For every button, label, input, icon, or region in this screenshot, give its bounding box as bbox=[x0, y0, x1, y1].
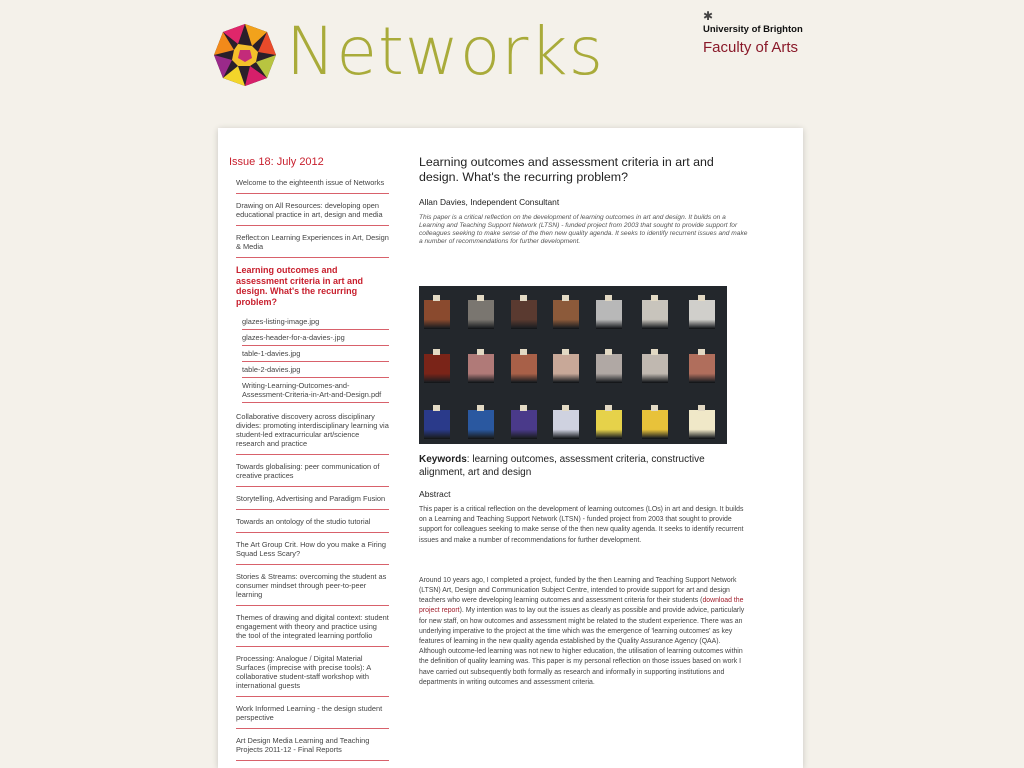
glaze-swatch bbox=[642, 300, 668, 328]
nav-item-reflect-on[interactable]: Reflect:on Learning Experiences in Art, Design & Media bbox=[236, 230, 389, 258]
glaze-swatch bbox=[689, 300, 715, 328]
glaze-swatch bbox=[553, 410, 579, 438]
nav-item[interactable]: Towards globalising: peer communication of creative practices bbox=[236, 459, 389, 487]
abstract-heading: Abstract bbox=[419, 489, 451, 499]
glaze-swatch bbox=[596, 300, 622, 328]
glaze-swatch bbox=[424, 410, 450, 438]
glaze-swatch bbox=[468, 300, 494, 328]
university-star-icon: ✱ bbox=[703, 9, 714, 23]
article-author: Allan Davies, Independent Consultant bbox=[419, 197, 560, 207]
nav-item-current-article[interactable]: Learning outcomes and assessment criteria in art and design. What's the recurring problem? bbox=[236, 265, 364, 307]
keywords-label: Keywords bbox=[419, 454, 467, 465]
glaze-swatch bbox=[511, 300, 537, 328]
attachment-link[interactable]: Writing-Learning-Outcomes-and-Assessment-Criteria-in-Art-and-Design.pdf bbox=[242, 379, 389, 403]
download-report-link[interactable]: download the project report bbox=[419, 597, 744, 615]
glaze-swatch bbox=[596, 410, 622, 438]
nav-item[interactable]: Storytelling, Advertising and Paradigm Fusion bbox=[236, 491, 389, 510]
glaze-swatch bbox=[511, 410, 537, 438]
body-paragraph bbox=[419, 576, 749, 688]
university-brand[interactable] bbox=[703, 10, 803, 56]
article-summary: This paper is a critical reflection on the development of learning outcomes in art and design. It builds on a Learning and Teaching Support Network (LTSN) - funded project from 2003 that sought to provide support for colleagues seeking to make sense of the then new quality agenda. It seeks to identify recurrent issues and make a number of recommendations for further development. bbox=[419, 214, 748, 245]
keywords bbox=[419, 454, 749, 479]
nav-item[interactable]: Stories & Streams: overcoming the student as consumer mindset through peer-to-peer learning bbox=[236, 569, 389, 606]
issue-nav bbox=[229, 175, 389, 761]
glaze-samples-image bbox=[419, 286, 727, 444]
nav-item[interactable]: Work Informed Learning - the design student perspective bbox=[236, 701, 389, 729]
content-panel bbox=[218, 128, 803, 768]
glaze-swatch bbox=[553, 354, 579, 382]
article-main bbox=[419, 155, 749, 688]
article-title: Learning outcomes and assessment criteria in art and design. What's the recurring problem? bbox=[419, 155, 714, 184]
body-text-end: ). My intention was to lay out the issues as clearly as possible and provide advice, particularly for new staff, on how outcomes and assessment might be related to the student experience. There was an underlying imperative to the project at the time which was the emergence of 'learning outcomes' as key features of learning in the new quality agenda established by the Quality Assurance Agency (QAA). Although outcome-led learning was not new to higher education, the utilisation of learning outcomes within the definition of quality learning was. This paper is my personal reflection on those issues based on work I have carried out subsequently both formally as research and informally in supporting institutions and departments in writing outcomes and assessment criteria. bbox=[419, 607, 745, 686]
networks-logo-icon[interactable] bbox=[212, 22, 278, 88]
glaze-swatch bbox=[424, 354, 450, 382]
attachment-link[interactable]: table-2-davies.jpg bbox=[242, 363, 389, 378]
glaze-swatch bbox=[424, 300, 450, 328]
nav-item[interactable]: Themes of drawing and digital context: student engagement with theory and practice using the tool of the integrated learning portfolio bbox=[236, 610, 389, 647]
glaze-swatch bbox=[468, 410, 494, 438]
abstract-text: This paper is a critical reflection on the development of learning outcomes (LOs) in art and design. It builds on a Learning and Teaching Support Network (LTSN) - funded project from 2003 that sought to provide support for colleagues seeking to make sense of the then new quality agenda. It seeks to identify recurrent issues and make a number of recommendations for further development. bbox=[419, 506, 744, 544]
glaze-swatch bbox=[511, 354, 537, 382]
keywords-text: : learning outcomes, assessment criteria, constructive alignment, art and design bbox=[419, 454, 705, 478]
attachment-link[interactable]: glazes-header-for-a-davies-.jpg bbox=[242, 331, 389, 346]
glaze-swatch bbox=[468, 354, 494, 382]
body-text-start: Around 10 years ago, I completed a project, funded by the then Learning and Teaching Support Network (LTSN) Art, Design and Communication Subject Centre, intended to provide support for art and design teachers who were developing learning outcomes and assessment criteria for their students ( bbox=[419, 576, 737, 605]
glaze-swatch bbox=[596, 354, 622, 382]
nav-item[interactable]: Collaborative discovery across disciplinary divides: promoting interdisciplinary learning via student-led extracurricular art/science research and practice bbox=[236, 409, 389, 455]
glaze-swatch bbox=[642, 354, 668, 382]
nav-item[interactable]: Processing: Analogue / Digital Material Surfaces (imprecise with precise tools): A collaborative student-staff workshop with international guests bbox=[236, 651, 389, 697]
nav-item-drawing-on-all-resources[interactable]: Drawing on All Resources: developing open educational practice in art, design and media bbox=[236, 198, 389, 226]
glaze-swatch bbox=[553, 300, 579, 328]
glaze-swatch bbox=[642, 410, 668, 438]
university-name: University of Brighton bbox=[703, 24, 803, 35]
attachment-list bbox=[236, 315, 389, 403]
glaze-swatch bbox=[689, 354, 715, 382]
attachment-list-wrapper bbox=[236, 315, 389, 403]
issue-sidebar bbox=[229, 155, 389, 765]
attachment-link[interactable]: table-1-davies.jpg bbox=[242, 347, 389, 362]
nav-item-welcome[interactable]: Welcome to the eighteenth issue of Networks bbox=[236, 175, 389, 194]
faculty-name: Faculty of Arts bbox=[703, 39, 799, 56]
nav-item[interactable]: Art Design Media Learning and Teaching Projects 2011-12 - Final Reports bbox=[236, 733, 389, 761]
nav-item[interactable]: Towards an ontology of the studio tutorial bbox=[236, 514, 389, 533]
issue-title[interactable]: Issue 18: July 2012 bbox=[229, 156, 324, 168]
attachment-link[interactable]: glazes-listing-image.jpg bbox=[242, 315, 389, 330]
site-title[interactable]: Networks bbox=[286, 13, 604, 90]
nav-item[interactable]: The Art Group Crit. How do you make a Firing Squad Less Scary? bbox=[236, 537, 389, 565]
glaze-swatch bbox=[689, 410, 715, 438]
